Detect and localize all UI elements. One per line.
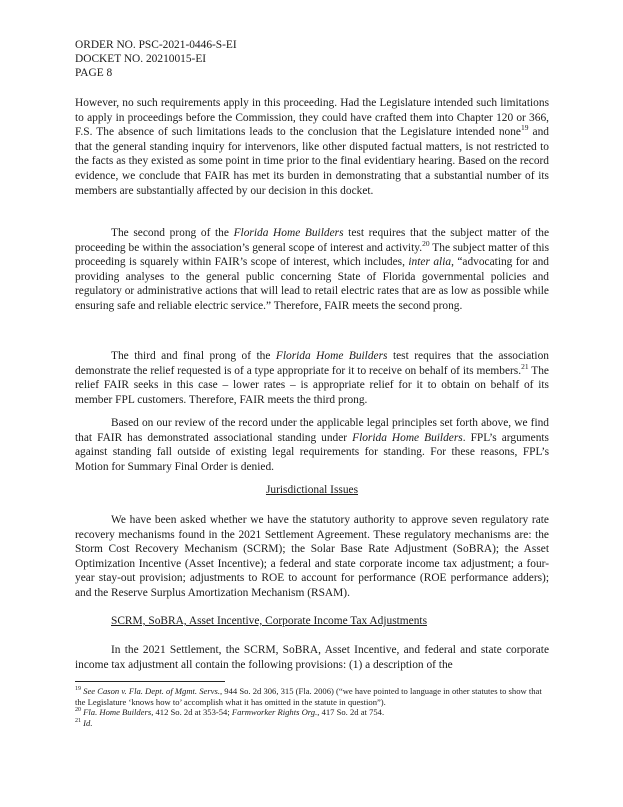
paragraph-third-prong: The third and final prong of the Florida Home Builders test requires that the association demonstrate the relief requested is of a type appropriate for it to receive on behalf of its members.$^{21}$ The relief FAIR seeks in this case – lower rates – is appropriate relief for it to obtain on behalf of its member FPL customers. Therefore, FAIR meets the third prong.	[75, 350, 549, 406]
footnote-20: $^{20}$ Fla. Home Builders, 412 So. 2d at 353-54; Farmworker Rights Org., 417 So. 2d at 754.	[75, 707, 385, 718]
paragraph-second-prong: The second prong of the Florida Home Builders test requires that the subject matter of the proceeding be within the association’s general scope of interest and activity.$^{20}$ The subject matter of this proceeding is squarely within FAIR’s scope of interest, which includes, inter alia, “advocating for and providing analyses to the general public concerning State of Florida governmental policies and regulatory or administrative actions that will lead to retail electric rates that are as low as possible while ensuring safe and reliable electric service.” Therefore, FAIR meets the second prong.	[75, 227, 550, 312]
footnote-21: $^{21}$ Id.	[75, 717, 93, 728]
order-number: ORDER NO. PSC-2021-0446-S-EI	[75, 39, 237, 51]
paragraph-standing-conclusion: However, no such requirements apply in this proceeding. Had the Legislature intended such limitations to apply in proceedings before the Commission, they could have crafted them into Chapter 120 or 366, F.S. The absence of such limitations leads to the conclusion that the Legislature intended none$^{19}$ and that the general standing inquiry for intervenors, like other disputed factual matters, is not restricted to the facts as they existed as some point in time prior to the final evidentiary hearing. Based on the record evidence, we conclude that FAIR has met its burden in demonstrating that a substantial number of its members are substantially affected by our decision in this docket.	[75, 97, 550, 197]
footnote-separator	[75, 681, 225, 682]
paragraph-jurisdiction-question: We have been asked whether we have the statutory authority to approve seven regulatory rate recovery mechanisms found in the 2021 Settlement Agreement. These regulatory mechanisms are: the Storm Cost Recovery Mechanism (SCRM); the Solar Base Rate Adjustment (SoBRA); the Asset Optimization Incentive (Asset Incentive); a federal and state corporate income tax adjustment; a four-year stay-out provision; adjustments to ROE to account for performance (ROE performance adders); and the Reserve Surplus Amortization Mechanism (RSAM).	[75, 514, 549, 599]
footnote-ref-20[interactable]: 20	[422, 238, 430, 248]
footnote-ref-19[interactable]: 19	[521, 123, 529, 133]
page-number: PAGE 8	[75, 67, 113, 80]
docket-number: DOCKET NO. 20210015-EI	[75, 53, 207, 66]
footnotes	[75, 686, 549, 728]
paragraph-standing-finding: Based on our review of the record under the applicable legal principles set forth above, we find that FAIR has demonstrated associational standing under Florida Home Builders. FPL’s arguments against standing fall outside of existing legal requirements for standing. For these reasons, FPL’s Motion for Summary Final Order is denied.	[75, 417, 549, 473]
footnote-19: $^{19}$ See Cason v. Fla. Dept. of Mgmt. Servs., 944 So. 2d 306, 315 (Fla. 2006) (“we have pointed to language in other statutes to show that the Legislature ‘knows how to’ accomplish what it has omitted in the statute in question”).	[75, 686, 542, 707]
section-heading-scrm-sobra: SCRM, SoBRA, Asset Incentive, Corporate Income Tax Adjustments	[111, 615, 428, 627]
section-heading-jurisdictional-issues: Jurisdictional Issues	[265, 484, 359, 496]
paragraph-settlement-provisions: In the 2021 Settlement, the SCRM, SoBRA, Asset Incentive, and federal and state corporate income tax adjustment all contain the following provisions: (1) a description of the	[75, 644, 549, 671]
page-header	[75, 38, 237, 81]
footnote-ref-21[interactable]: 21	[521, 361, 529, 371]
